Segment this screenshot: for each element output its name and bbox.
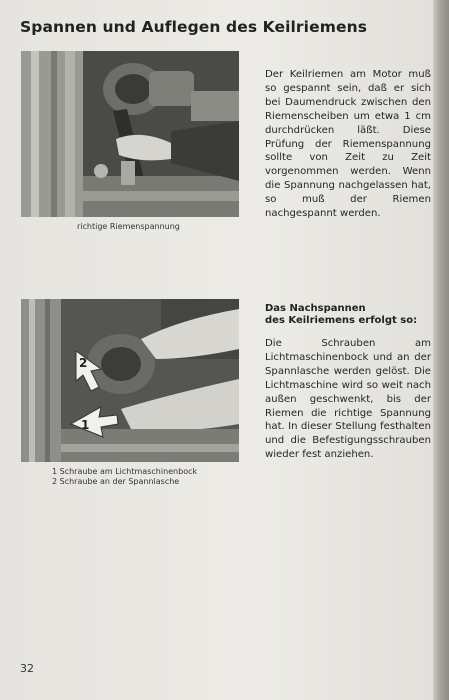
caption-line-1: 1 Schraube am Lichtmaschinenbock bbox=[52, 467, 198, 476]
caption-photo-2 bbox=[52, 467, 197, 487]
page-number: 32 bbox=[20, 662, 34, 675]
page-title: Spannen und Auflegen des Keilriemens bbox=[20, 18, 368, 36]
subheading-line-1: Das Nachspannen bbox=[265, 303, 366, 314]
subheading-line-2: des Keilriemens erfolgt so: bbox=[265, 315, 418, 326]
arrow-label-2: 2 bbox=[79, 356, 88, 370]
engine-photo-illustration-2 bbox=[21, 299, 239, 462]
paragraph-retension-steps: Die Schrauben am Lichtmaschinenbock und an der Spannlasche werden gelöst. Die Lichtmaschine wird so weit nach außen geschwenkt, bis der Riemen die richtige Spannung hat. In dieser Stellung festhalten und die Befestigungsschrauben wieder fest anziehen. bbox=[265, 338, 431, 461]
subheading bbox=[265, 303, 431, 327]
photo-retensioning bbox=[21, 299, 239, 462]
photo-belt-tension bbox=[21, 51, 239, 217]
caption-photo-1: richtige Riemenspannung bbox=[77, 222, 180, 231]
engine-photo-illustration bbox=[21, 51, 239, 217]
page-edge-shadow bbox=[433, 0, 449, 700]
caption-line-2: 2 Schraube an der Spannlasche bbox=[52, 477, 180, 486]
paragraph-belt-check: Der Keilriemen am Motor muß so gespannt sein, daß er sich bei Daumendruck zwischen den Riemenscheiben um etwa 1 cm durchdrücken läßt. Diese Prüfung der Riemenspannung sollte von Zeit zu Zeit vorgenommen werden. Wenn die Spannung nachgelassen hat, so muß der Riemen nachgespannt werden. bbox=[265, 69, 431, 220]
arrow-label-1: 1 bbox=[81, 418, 90, 432]
